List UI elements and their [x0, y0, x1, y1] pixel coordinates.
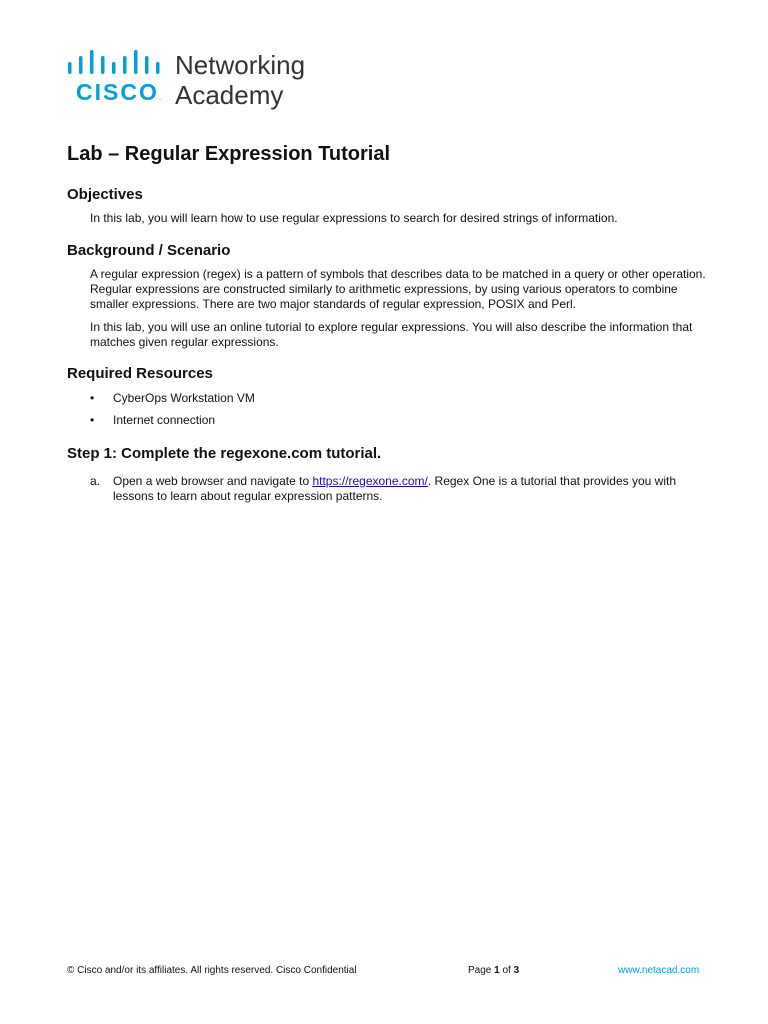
- cisco-networking-academy-logo: [66, 50, 326, 112]
- cisco-bars-icon: [66, 50, 166, 78]
- bullet-icon: •: [90, 413, 95, 427]
- step-item-text: Open a web browser and navigate to https://regexone.com/. Regex One is a tutorial that provides you with lessons to learn about regular expression patterns.: [113, 474, 677, 503]
- logo-text-academy: Academy: [175, 80, 284, 110]
- logo-text: [175, 50, 305, 110]
- page-title: Lab – Regular Expression Tutorial: [67, 143, 391, 165]
- objectives-text: In this lab, you will learn how to use regular expressions to search for desired strings of information.: [90, 211, 618, 225]
- copyright-icon: ©: [67, 965, 75, 976]
- objectives-heading: Objectives: [67, 186, 143, 203]
- cisco-wordmark: CISCO.: [76, 79, 162, 105]
- step-1-heading: Step 1: Complete the regexone.com tutorial.: [67, 445, 382, 462]
- regexone-link[interactable]: https://regexone.com/: [312, 474, 428, 488]
- list-item-text: CyberOps Workstation VM: [113, 391, 255, 405]
- footer-copyright: © Cisco and/or its affiliates. All rights reserved. Cisco Confidential: [67, 965, 357, 976]
- required-resources-heading: Required Resources: [67, 365, 213, 382]
- step-item-marker: a.: [90, 474, 101, 488]
- footer-page-number: Page 1 of 3: [468, 965, 520, 976]
- list-item-text: Internet connection: [113, 413, 216, 427]
- bullet-icon: •: [90, 391, 95, 405]
- background-heading: Background / Scenario: [67, 242, 231, 259]
- background-paragraph-2: In this lab, you will use an online tutorial to explore regular expressions. You will also describe the information that matches given regular expressions.: [90, 320, 693, 349]
- logo-text-networking: Networking: [175, 50, 306, 80]
- background-paragraph-1: A regular expression (regex) is a pattern of symbols that describes data to be matched in a query or other operation. Regular expressions are constructed similarly to arithmetic expressions, by using various operators to combine smaller expressions. There are two major standards of regular expression, POSIX and Perl.: [90, 267, 706, 311]
- footer-website-link[interactable]: www.netacad.com: [618, 965, 700, 976]
